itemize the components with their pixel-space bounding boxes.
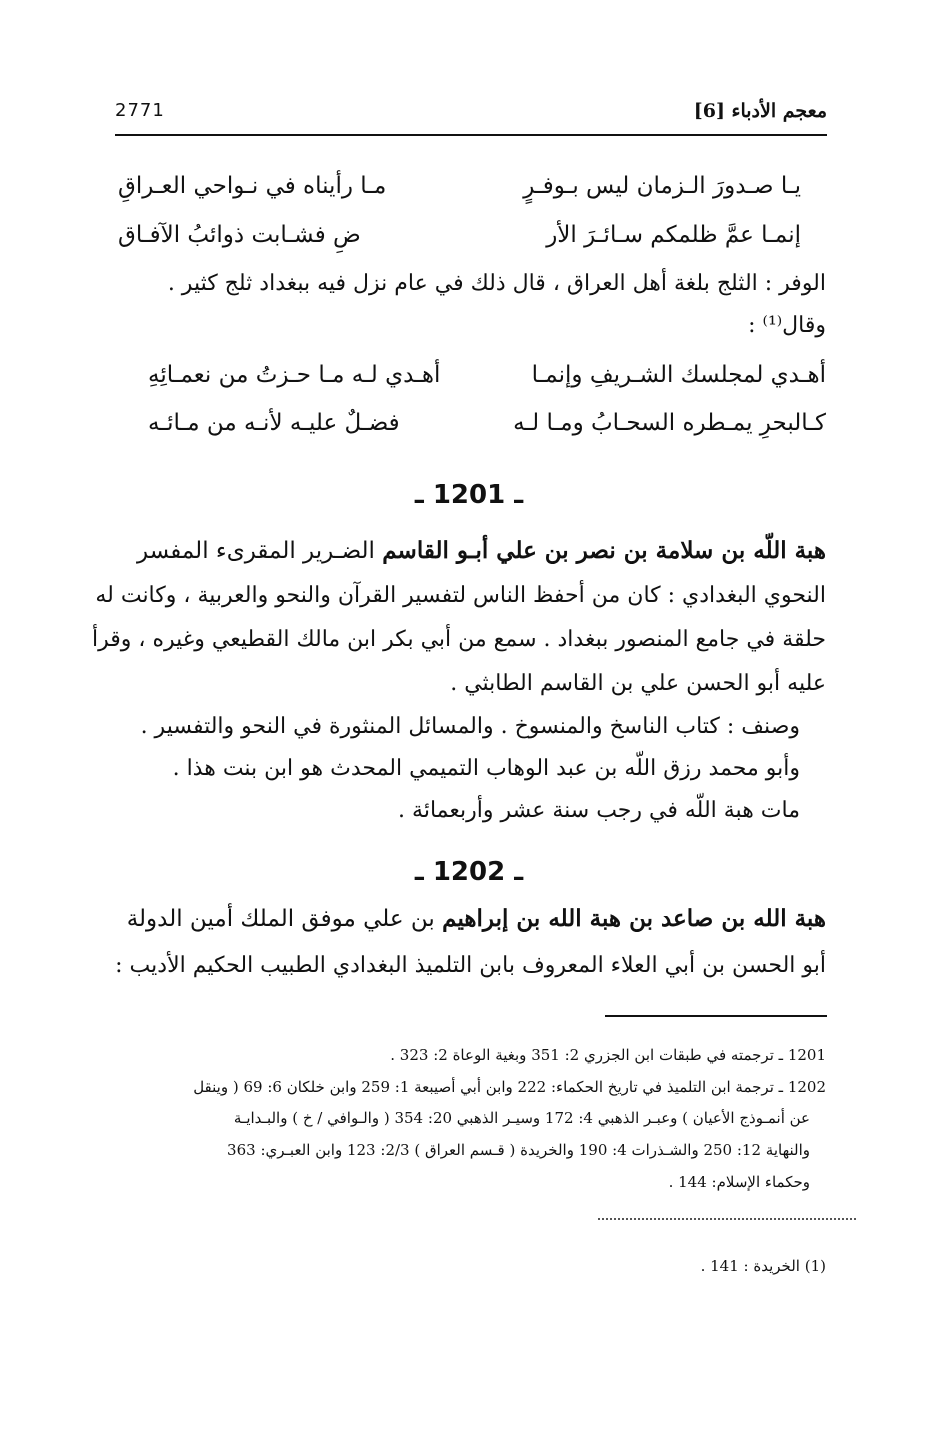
entry-1201-name: هبة اللّه بن سلامة بن نصر بن علي أبـو القاسم	[382, 537, 826, 564]
verse-3-hemistich-left: أهـدي لـه مـا حـزتُ من نعمـائِهِ	[148, 362, 441, 388]
entry-1202-line: أبو الحسن بن أبي العلاء المعروف بابن التلميذ البغدادي الطبيب الحكيم الأديب :	[115, 953, 826, 978]
source-note-1202: عن أنمـوذج الأعيان ) وعبـر الذهبي 4: 172 وسيـر الذهبي 20: 354 ( والـوافي / خ ) والبـدايـة	[233, 1109, 810, 1127]
entry-1201-line: وأبو محمد رزق اللّه بن عبد الوهاب التميمي المحدث هو ابن بنت هذا .	[172, 756, 800, 781]
entry-1202-line1-rest: بن علي موفق الملك أمين الدولة	[126, 906, 435, 932]
entry-1201-line: حلقة في جامع المنصور ببغداد . سمع من أبي بكر ابن مالك القطيعي وغيره ، وقرأ	[91, 627, 826, 652]
sources-rule	[605, 1015, 827, 1017]
verse-3-hemistich-right: أهـدي لمجلسك الشـريفِ وإنمـا	[531, 362, 826, 388]
entry-1201-line: عليه أبو الحسن علي بن القاسم الطابثي .	[450, 671, 826, 696]
page-header	[115, 100, 827, 130]
verse-2-hemistich-right: إنمـا عمَّ ظلمكم سـائـرَ الأر	[546, 222, 801, 248]
verse-2-hemistich-left: ضِ فشـابت ذوائبُ الآفـاق	[118, 222, 361, 248]
header-rule	[115, 134, 827, 136]
verse-1-hemistich-left: مـا رأيناه في نـواحي العـراقِ	[118, 173, 387, 199]
verse-4-hemistich-left: فضـلٌ عليـه لأنـه من مـائـه	[148, 410, 400, 436]
footnote-1: (1) الخريدة : 141 .	[700, 1257, 826, 1275]
footnote-separator	[598, 1218, 856, 1220]
source-note-1202: والنهاية 12: 250 والشـذرات 4: 190 والخريدة ( قـسم العراق ) 2/3: 123 وابن العبـري: 363	[227, 1141, 810, 1159]
page-number: 2771	[115, 100, 165, 121]
running-title: معجم الأدباء [6]	[693, 100, 827, 122]
verse-4-hemistich-right: كـالبحرِ يمـطره السحـابُ ومـا لـه	[513, 410, 826, 436]
source-note-1202: 1202 ـ ترجمة ابن التلميذ في تاريخ الحكماء: 222 وابن أبي أصيبعة 1: 259 وابن خلكان 6: 69 ( وينقل	[193, 1078, 826, 1096]
entry-1202-name: هبة الله بن صاعد بن هبة الله بن إبراهيم	[442, 905, 826, 932]
entry-1201-line1-rest: الضـرير المقرىء المفسر	[137, 538, 375, 564]
entry-number-1201: ـ 1201 ـ	[414, 480, 524, 510]
gloss-line: وقال⁽¹⁾ :	[748, 313, 826, 338]
gloss-line: الوفر : الثلج بلغة أهل العراق ، قال ذلك في عام نزل فيه ببغداد ثلج كثير .	[167, 271, 826, 296]
verse-1-hemistich-right: يـا صـدورَ الـزمان ليس بـوفـرٍ	[523, 173, 801, 199]
source-note-1201: 1201 ـ ترجمته في طبقات ابن الجزري 2: 351 وبغية الوعاة 2: 323 .	[390, 1046, 826, 1064]
source-note-1202: وحكماء الإسلام: 144 .	[668, 1173, 810, 1191]
entry-1201-line: وصنف : كتاب الناسخ والمنسوخ . والمسائل المنثورة في النحو والتفسير .	[140, 714, 800, 739]
entry-1201-line: مات هبة اللّه في رجب سنة عشر وأربعمائة .	[398, 798, 800, 823]
entry-number-1202: ـ 1202 ـ	[414, 857, 524, 887]
entry-1202-line	[127, 905, 826, 932]
entry-1201-line: النحوي البغدادي : كان من أحفظ الناس لتفسير القرآن والنحو والعربية ، وكانت له	[95, 583, 826, 608]
entry-1201-line	[137, 537, 826, 564]
